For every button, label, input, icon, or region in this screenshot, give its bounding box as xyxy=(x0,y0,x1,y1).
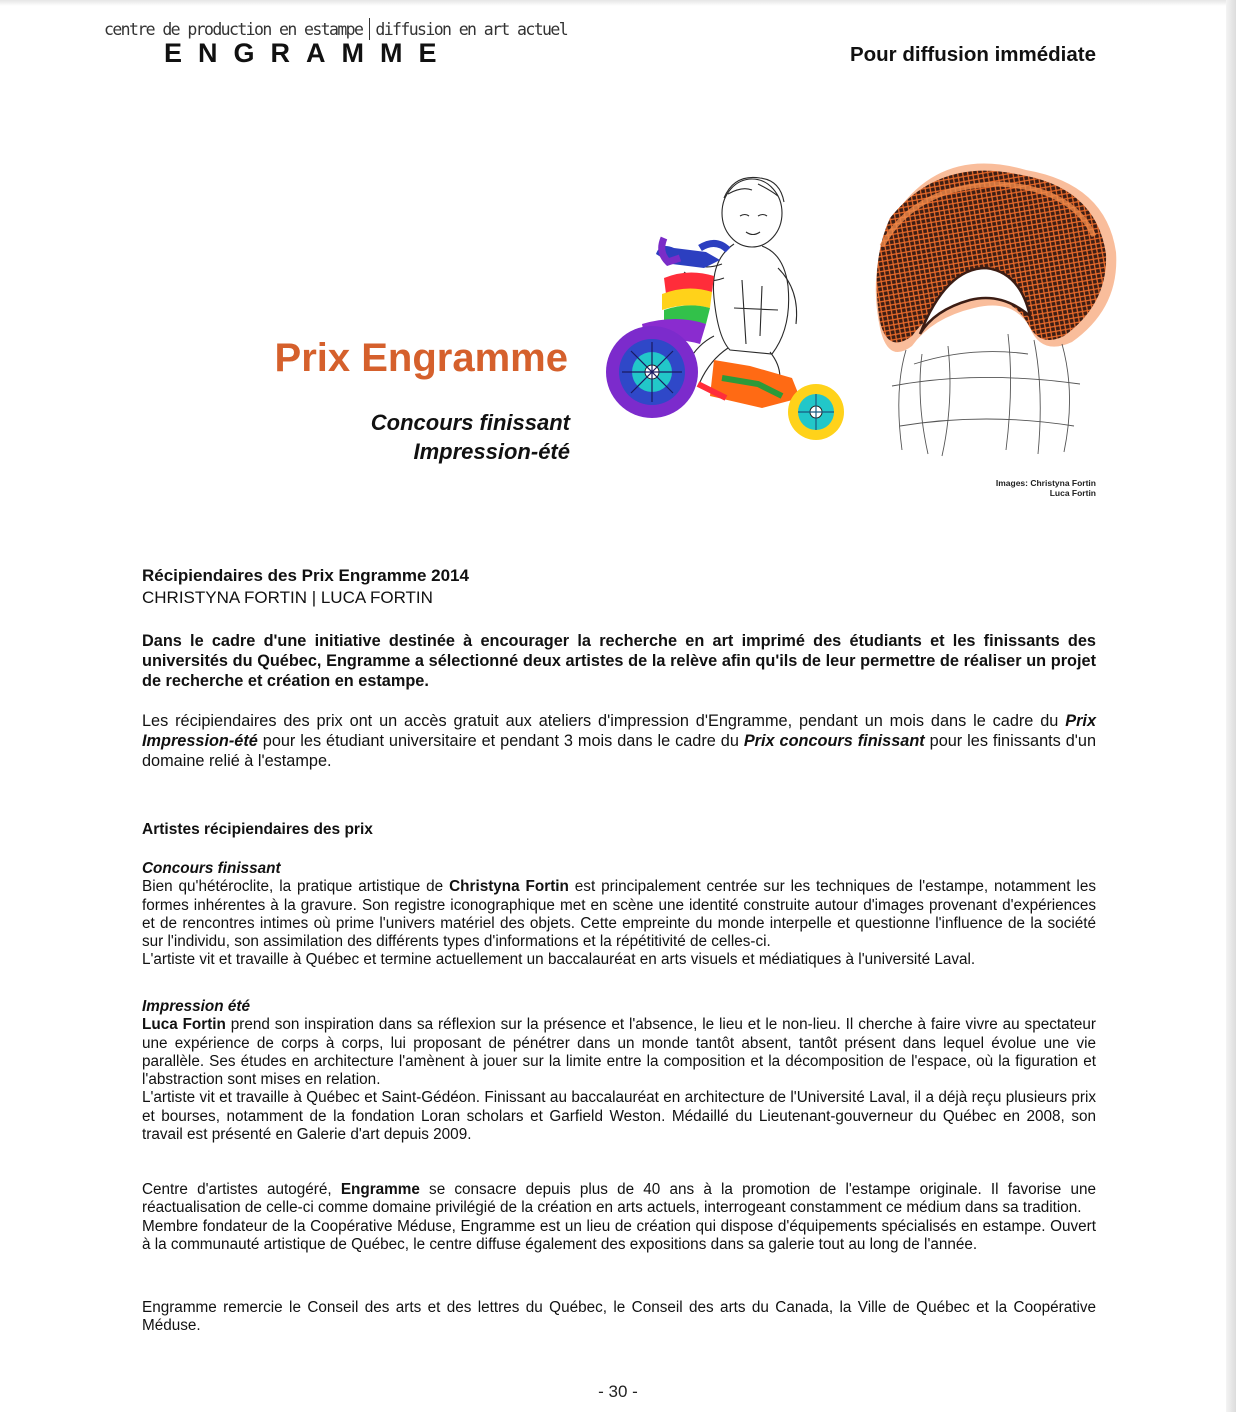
front-wheel xyxy=(606,326,698,418)
recipients-names: CHRISTYNA FORTIN | LUCA FORTIN xyxy=(142,588,433,607)
prize-title: Prix Engramme xyxy=(274,336,568,380)
engramme-logo: ENGRAMME xyxy=(164,38,453,68)
page-top-shadow xyxy=(0,0,1236,6)
ete-label: Impression été xyxy=(142,998,250,1015)
ete-section xyxy=(142,998,1096,1144)
tagline-divider xyxy=(369,18,370,40)
header-tagline xyxy=(104,18,567,40)
intro-paragraph: Dans le cadre d'une initiative destinée à encourager la recherche en art imprimé des étudiants et les finissants des universités du Québec, Engramme a sélectionné deux artistes de la relève afin qu'ils de leur permettre de réaliser un projet de recherche et création en estampe. xyxy=(142,632,1096,690)
ete-paragraph xyxy=(142,1016,1096,1089)
recipients-heading: Récipiendaires des Prix Engramme 2014 xyxy=(142,566,469,585)
access-prize2: Prix concours finissant xyxy=(743,732,925,750)
thanks-section xyxy=(142,1299,1096,1336)
rear-wheel xyxy=(788,384,844,440)
ete-text-post: prend son inspiration dans sa réflexion sur la présence et l'absence, le lieu et le non-lieu. Il cherche à faire vivre au spectateur une expérience de corps à corps, lui proposant de pénétrer dans un monde tantôt absent, tantôt présent dans lequel évolue une vie parallèle. Ses études en architecture l'amènent à jouer sur la limite entre la composition et la décomposition de l'espace, où la figuration et l'abstraction sont mises en relation. xyxy=(142,1016,1096,1089)
about-paragraph xyxy=(142,1181,1096,1218)
access-text-part2: pour les étudiant universitaire et pendant 3 mois dans le cadre du xyxy=(257,732,744,750)
prize-subtitle xyxy=(371,408,570,466)
about-text-pre: Centre d'artistes autogéré, xyxy=(142,1181,341,1198)
access-block xyxy=(142,711,1096,771)
finissant-section xyxy=(142,860,1096,970)
about-engramme-name: Engramme xyxy=(340,1181,420,1198)
finissant-paragraph xyxy=(142,878,1096,951)
release-notice: Pour diffusion immédiate xyxy=(849,43,1096,66)
access-paragraph xyxy=(142,711,1096,771)
tricycle-child-print xyxy=(602,168,846,468)
intro-block xyxy=(142,631,1096,691)
prize-subtitle-line2: Impression-été xyxy=(413,439,570,464)
access-text-part3: pour les finissants d'un domaine relié à l'estampe. xyxy=(142,732,1096,770)
page-number: - 30 - xyxy=(598,1382,638,1401)
finissant-bio: L'artiste vit et travaille à Québec et termine actuellement un baccalauréat en arts visuels et médiatiques à l'université Laval. xyxy=(142,951,976,969)
ete-artist-name: Luca Fortin xyxy=(142,1016,226,1034)
thanks-paragraph: Engramme remercie le Conseil des arts et des lettres du Québec, le Conseil des arts du Canada, la Ville de Québec et la Coopérative Méduse. xyxy=(142,1299,1096,1335)
page-right-edge xyxy=(1226,0,1236,1412)
recipients-block xyxy=(142,565,1096,609)
finissant-artist-name: Christyna Fortin xyxy=(449,878,569,896)
access-prize1: Prix Impression-été xyxy=(142,712,1096,750)
artists-heading: Artistes récipiendaires des prix xyxy=(142,821,373,838)
tagline-right: diffusion en art actuel xyxy=(375,20,568,39)
about-meduse-paragraph: Membre fondateur de la Coopérative Méduse, Engramme est un lieu de création qui dispose d'équipements spécialisés en estampe. Ouvert à la communauté artistique de Québec, le centre diffuse également des expositions dans sa galerie tout au long de l'année. xyxy=(142,1217,1096,1253)
prize-subtitle-line1: Concours finissant xyxy=(370,410,570,435)
finissant-text-post: est principalement centrée sur les techniques de l'estampe, notamment les formes inhérentes à la gravure. Son registre iconographique met en scène une identité construite autour d'images provenant d'expériences et de rencontres intimes où prime l'univers matériel des objets. Cette empreinte du monde interpelle et questionne l'influence de la société sur l'individu, son assimilation des différents types d'informations et la répétitivité de celles-ci. xyxy=(142,878,1096,951)
tagline-left: centre de production en estampe xyxy=(104,20,363,39)
ete-bio: L'artiste vit et travaille à Québec et Saint-Gédéon. Finissant au baccalauréat en architecture de l'Université Laval, il a déjà reçu plusieurs prix et bourses, notamment de la fondation Loran scholars et Garfield Weston. Médaillé du Lieutenant-gouverneur du Québec en 2008, son travail est présenté en Galerie d'art depuis 2009. xyxy=(142,1089,1096,1144)
image-credit-line2: Luca Fortin xyxy=(1049,488,1096,498)
image-credit-line1: Images: Christyna Fortin xyxy=(995,478,1096,488)
finissant-label: Concours finissant xyxy=(142,860,281,877)
access-text-part1: Les récipiendaires des prix ont un accès gratuit aux ateliers d'impression d'Engramme, pendant un mois dans le cadre du xyxy=(142,712,1066,730)
image-credit xyxy=(996,478,1096,498)
orange-mesh-sculpture-print xyxy=(858,150,1120,465)
about-text-post: se consacre depuis plus de 40 ans à la promotion de l'estampe originale. Il favorise une réactualisation de celle-ci comme domaine privilégié de la création en arts actuels, interrogeant constamment ce médium dans sa tradition. xyxy=(142,1181,1096,1217)
about-section xyxy=(142,1181,1096,1254)
finissant-text-pre: Bien qu'hétéroclite, la pratique artistique de xyxy=(142,878,450,896)
